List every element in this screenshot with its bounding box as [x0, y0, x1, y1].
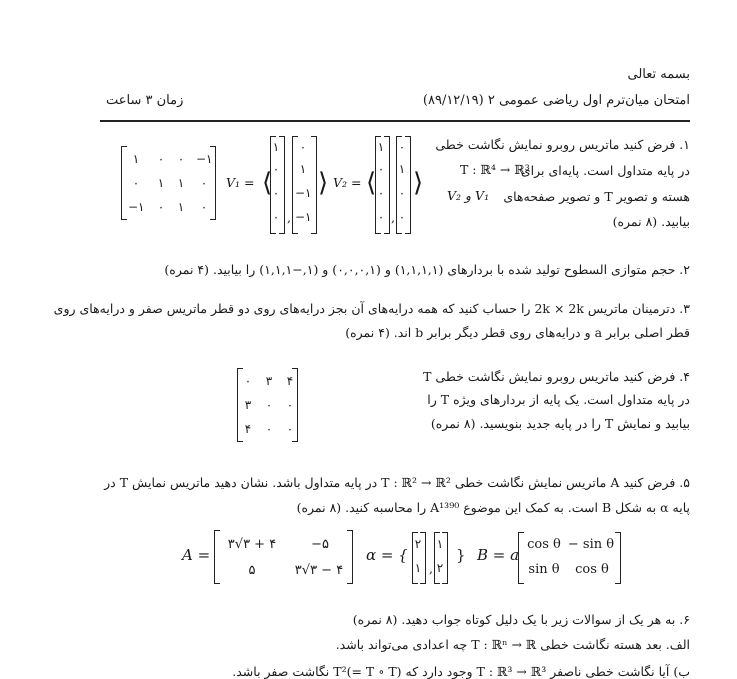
exam-title: امتحان میان‌ترم اول ریاضی عمومی ۲ (۸۹/۱۲/۱۹)	[422, 93, 690, 108]
v1-a-3: ۰	[272, 210, 280, 224]
q5-a-1-1: ۳√۳ − ۴	[294, 563, 344, 578]
v1-label: V₁ =	[226, 175, 255, 190]
q1-v-names: V₂ و V₁	[447, 188, 490, 203]
q4-m-1-2: ۰	[286, 398, 294, 412]
q1-m-0-3: −۱	[196, 152, 213, 166]
header-rule	[100, 120, 690, 122]
q5-line1: ۵. فرض کنید A ماتریس نمایش نگاشت خطی T : ℝ² → ℝ² در پایه متداول باشد. نشان دهید ماتریس نمایش T در	[104, 475, 690, 490]
q1-m-0-2: ۰	[177, 152, 185, 166]
q6-line1: ۶. به هر یک از سوالات زیر با یک دلیل کوتاه جواب دهید. (۸ نمره)	[352, 612, 690, 627]
q3-line2: قطر اصلی برابر a و درایه‌های روی قطر دیگر برابر b اند. (۴ نمره)	[345, 325, 690, 340]
v1-a-2: ۰	[272, 186, 280, 200]
v1-open-angle: ⟨	[262, 168, 273, 198]
q4-m-2-2: ۰	[286, 422, 294, 436]
q4-m-1-1: ۰	[265, 398, 273, 412]
v1-b-3: −۱	[295, 210, 312, 224]
alpha-a-0: ۲	[414, 537, 422, 551]
v2-open-angle: ⟨	[366, 168, 377, 198]
alpha-b-0: ۱	[436, 537, 444, 551]
alpha-b-1: ۲	[436, 561, 444, 575]
v1-b-1: ۱	[299, 162, 307, 176]
q1-map: T : ℝ⁴ → ℝ³	[460, 162, 530, 177]
q4-m-0-2: ۴	[286, 374, 294, 388]
v2-b-2: ۰	[398, 186, 406, 200]
q5-a-0-1: −۵	[311, 537, 329, 552]
q4-m-2-0: ۴	[244, 422, 252, 436]
q4-m-1-0: ۳	[244, 398, 252, 412]
v2-a-3: ۰	[377, 210, 385, 224]
q4-line2: در پایه متداول است. یک پایه از بردارهای ویژه T را	[427, 392, 690, 407]
q1-line2: در پایه متداول است. پایه‌ای برای	[520, 163, 690, 178]
q1-line1: ۱. فرض کنید ماتریس روبرو نمایش نگاشت خطی	[435, 137, 690, 152]
q1-m-2-0: −۱	[128, 200, 145, 214]
q6-line2: الف. بعد هسته نگاشت خطی T : ℝⁿ → ℝ چه اعدادی می‌تواند باشد.	[335, 637, 690, 652]
alpha-a-1: ۱	[414, 561, 422, 575]
q5-b-1-0: sin θ	[528, 562, 560, 577]
q1-m-2-1: ۰	[157, 200, 165, 214]
q5-a-label: A =	[182, 546, 211, 564]
q3-line1: ۳. دترمینان ماتریس 2k × 2k را حساب کنید که همه درایه‌های آن بجز درایه‌های روی دو قطر ماتریس صفر و درایه‌های روی	[53, 301, 690, 316]
q2-text: ۲. حجم متوازی السطوح تولید شده با بردارهای (۱,۱,۱,۱) و (۰,۰,۰,۱) و (۱,−۱,۱,۱) را بیابید. (۴ نمره)	[164, 262, 690, 277]
q5-a-0-0: ۳√۳ + ۴	[227, 537, 277, 552]
v1-b-2: −۱	[295, 186, 312, 200]
q4-line3: بیابید و نمایش T را در پایه جدید بنویسید. (۸ نمره)	[430, 416, 690, 431]
v2-a-0: ۱	[377, 140, 385, 154]
v2-b-3: ۰	[398, 210, 406, 224]
q4-m-0-1: ۳	[265, 374, 273, 388]
q1-m-2-3: ۰	[200, 200, 208, 214]
q1-m-1-0: ۰	[132, 176, 140, 190]
v2-a-2: ۰	[377, 186, 385, 200]
q5-alpha-label: α = {	[366, 546, 408, 564]
v2-a-1: ۰	[377, 162, 385, 176]
v2-close-angle: ⟩	[413, 168, 424, 198]
q5-b-label: B = a	[477, 546, 520, 564]
q5-b-1-1: cos θ	[575, 562, 609, 577]
q5-b-0-0: cos θ	[527, 537, 561, 552]
alpha-close-brace: }	[456, 546, 466, 564]
q5-b-0-1: − sin θ	[567, 537, 615, 552]
q1-m-0-0: ۱	[132, 152, 140, 166]
q6-line3: ب) آیا نگاشت خطی ناصفر T : ℝ³ → ℝ³ وجود دارد که T²(= T ∘ T) نگاشت صفر باشد.	[232, 664, 690, 679]
q1-m-1-1: ۱	[157, 176, 165, 190]
v2-comma: ,	[391, 210, 395, 225]
v2-label: V₂ =	[333, 175, 362, 190]
q1-line4: بیابید. (۸ نمره)	[612, 214, 690, 229]
q1-m-1-2: ۱	[177, 176, 185, 190]
v1-a-1: ۰	[272, 162, 280, 176]
v1-a-0: ۱	[272, 140, 280, 154]
q5-a-1-0: ۵	[248, 563, 256, 578]
v1-comma: ,	[287, 210, 291, 225]
v1-b-0: ۰	[299, 140, 307, 154]
q1-m-1-3: ۰	[200, 176, 208, 190]
q5-line2: پایه α به شکل B است. به کمک این موضوع A¹³⁹⁰ را محاسبه کنید. (۸ نمره)	[296, 500, 690, 515]
v2-b-0: ۰	[398, 140, 406, 154]
q1-m-0-1: ۰	[157, 152, 165, 166]
alpha-comma: ,	[429, 561, 433, 576]
q4-line1: ۴. فرض کنید ماتریس روبرو نمایش نگاشت خطی T	[423, 369, 690, 384]
v1-close-angle: ⟩	[318, 168, 329, 198]
v2-b-1: ۱	[398, 162, 406, 176]
q1-m-2-2: ۱	[177, 200, 185, 214]
exam-time: زمان ۳ ساعت	[106, 93, 184, 108]
q4-m-0-0: ۰	[244, 374, 252, 388]
q1-line3: هسته و تصویر T و تصویر صفحه‌های	[503, 189, 690, 204]
q4-m-2-1: ۰	[265, 422, 273, 436]
basmala: بسمه تعالی	[627, 67, 690, 82]
